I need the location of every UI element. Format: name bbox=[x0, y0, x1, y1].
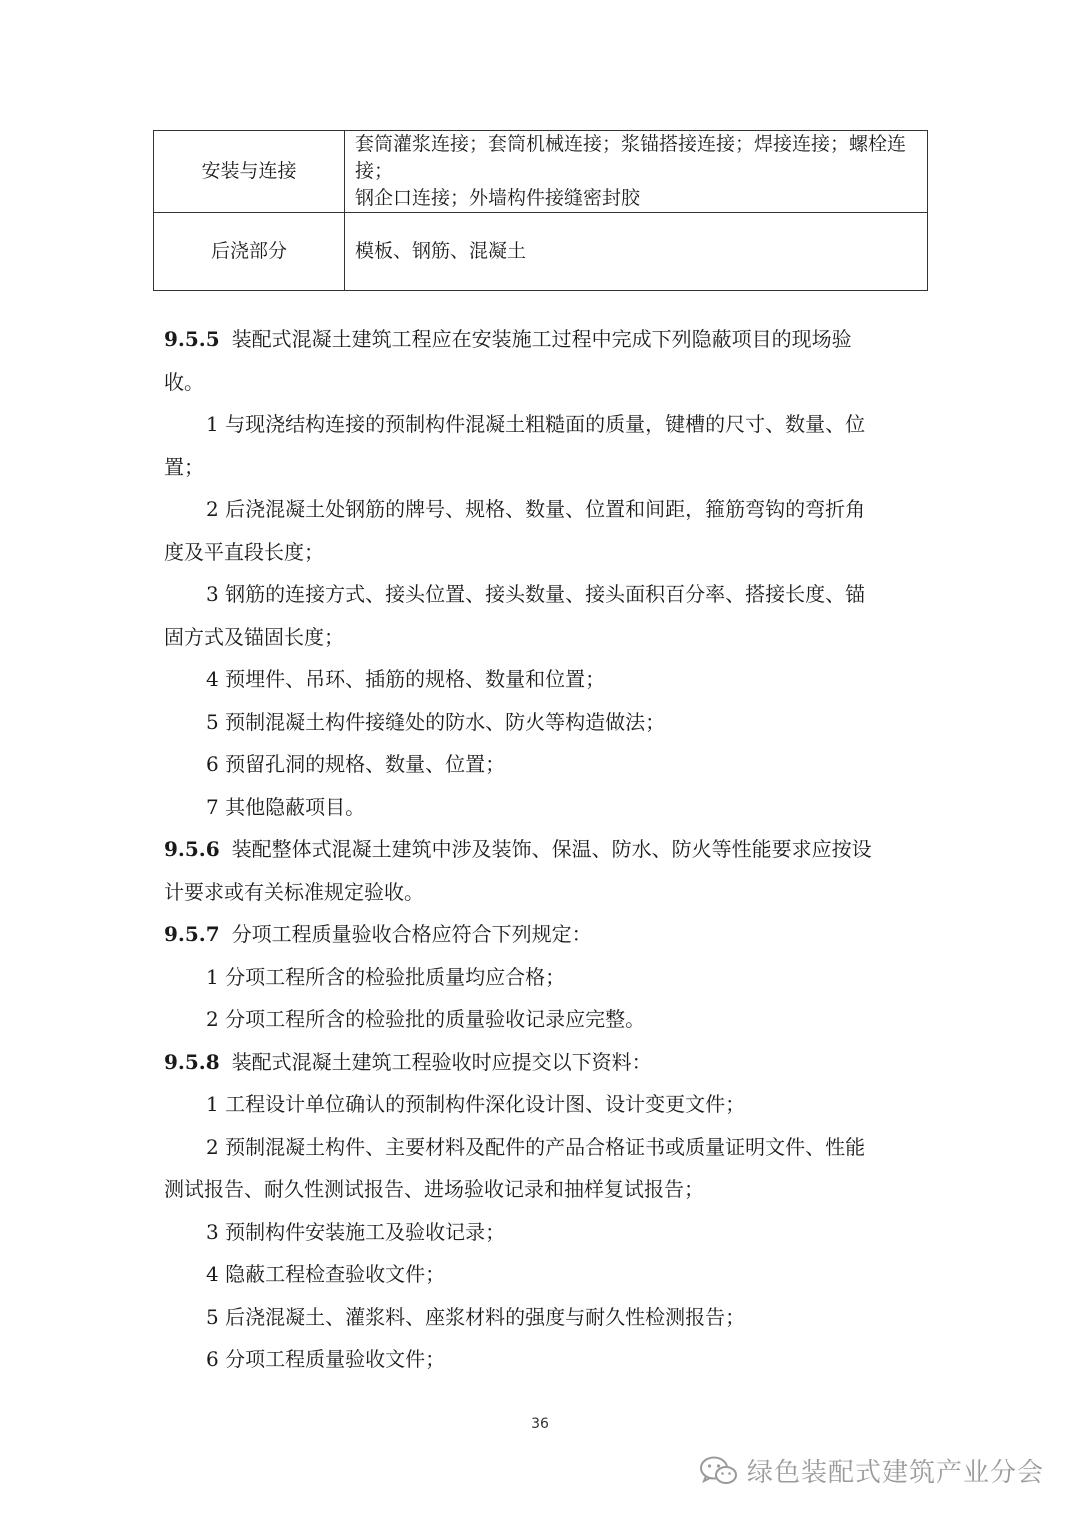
table-row-content bbox=[345, 131, 928, 213]
list-item: 2 后浇混凝土处钢筋的牌号、规格、数量、位置和间距，箍筋弯钩的弯折角 bbox=[206, 497, 866, 521]
list-item: 1 工程设计单位确认的预制构件深化设计图、设计变更文件； bbox=[206, 1092, 746, 1116]
clause-9-5-8 bbox=[164, 1041, 920, 1084]
list-item: 7 其他隐蔽项目。 bbox=[206, 794, 366, 819]
list-item-continued: 固方式及锚固长度； bbox=[164, 624, 344, 649]
table-row bbox=[154, 213, 928, 291]
list-item: 2 分项工程所含的检验批的质量验收记录应完整。 bbox=[206, 1007, 646, 1031]
clause-number: 9.5.8 bbox=[164, 1049, 220, 1074]
document-body bbox=[164, 318, 920, 1381]
table-row-label: 后浇部分 bbox=[154, 213, 345, 291]
table-cell-line: 模板、钢筋、混凝土 bbox=[355, 240, 527, 262]
clause-number: 9.5.5 bbox=[164, 327, 220, 351]
clause-text-continued: 收。 bbox=[164, 369, 204, 394]
table-row-label: 安装与连接 bbox=[154, 131, 345, 213]
clause-9-5-6 bbox=[164, 828, 920, 871]
inspection-table bbox=[153, 130, 928, 291]
clause-9-5-5 bbox=[164, 318, 920, 361]
list-item: 3 钢筋的连接方式、接头位置、接头数量、接头面积百分率、搭接长度、锚 bbox=[206, 582, 866, 606]
list-item: 1 分项工程所含的检验批质量均应合格； bbox=[206, 964, 566, 989]
clause-text: 分项工程质量验收合格应符合下列规定： bbox=[231, 922, 592, 946]
list-item: 2 预制混凝土构件、主要材料及配件的产品合格证书或质量证明文件、性能 bbox=[206, 1134, 866, 1159]
table-cell-line: 套筒灌浆连接；套筒机械连接；浆锚搭接连接；焊接连接；螺栓连接； bbox=[355, 133, 907, 182]
clause-text: 装配整体式混凝土建筑中涉及装饰、保温、防水、防火等性能要求应按设 bbox=[231, 837, 872, 861]
page-number: 36 bbox=[531, 1416, 549, 1432]
table-cell-line: 钢企口连接；外墙构件接缝密封胶 bbox=[355, 187, 641, 209]
watermark-text: 绿色装配式建筑产业分会 bbox=[746, 1458, 1044, 1488]
list-item: 6 分项工程质量验收文件； bbox=[206, 1347, 446, 1371]
list-item-continued: 置； bbox=[164, 454, 204, 479]
list-item: 4 隐蔽工程检查验收文件； bbox=[206, 1262, 446, 1286]
list-item: 5 预制混凝土构件接缝处的防水、防火等构造做法； bbox=[206, 709, 666, 734]
list-item: 4 预埋件、吊环、插筋的规格、数量和位置； bbox=[206, 667, 606, 691]
table-row bbox=[154, 131, 928, 213]
wechat-icon bbox=[699, 1455, 739, 1487]
clause-number: 9.5.7 bbox=[164, 922, 220, 946]
list-item: 1 与现浇结构连接的预制构件混凝土粗糙面的质量，键槽的尺寸、数量、位 bbox=[206, 412, 866, 436]
list-item-continued: 度及平直段长度； bbox=[164, 539, 324, 564]
list-item: 6 预留孔洞的规格、数量、位置； bbox=[206, 752, 506, 776]
clause-text: 装配式混凝土建筑工程应在安装施工过程中完成下列隐蔽项目的现场验 bbox=[231, 327, 852, 351]
watermark bbox=[699, 1452, 1044, 1489]
list-item-continued: 测试报告、耐久性测试报告、进场验收记录和抽样复试报告； bbox=[164, 1177, 704, 1201]
clause-number: 9.5.6 bbox=[164, 837, 220, 861]
clause-9-5-7 bbox=[164, 913, 920, 956]
list-item: 5 后浇混凝土、灌浆料、座浆材料的强度与耐久性检测报告； bbox=[206, 1304, 746, 1329]
clause-text-continued: 计要求或有关标准规定验收。 bbox=[164, 879, 424, 904]
list-item: 3 预制构件安装施工及验收记录； bbox=[206, 1219, 506, 1244]
clause-text: 装配式混凝土建筑工程验收时应提交以下资料： bbox=[231, 1049, 652, 1074]
table-row-content bbox=[345, 213, 928, 291]
